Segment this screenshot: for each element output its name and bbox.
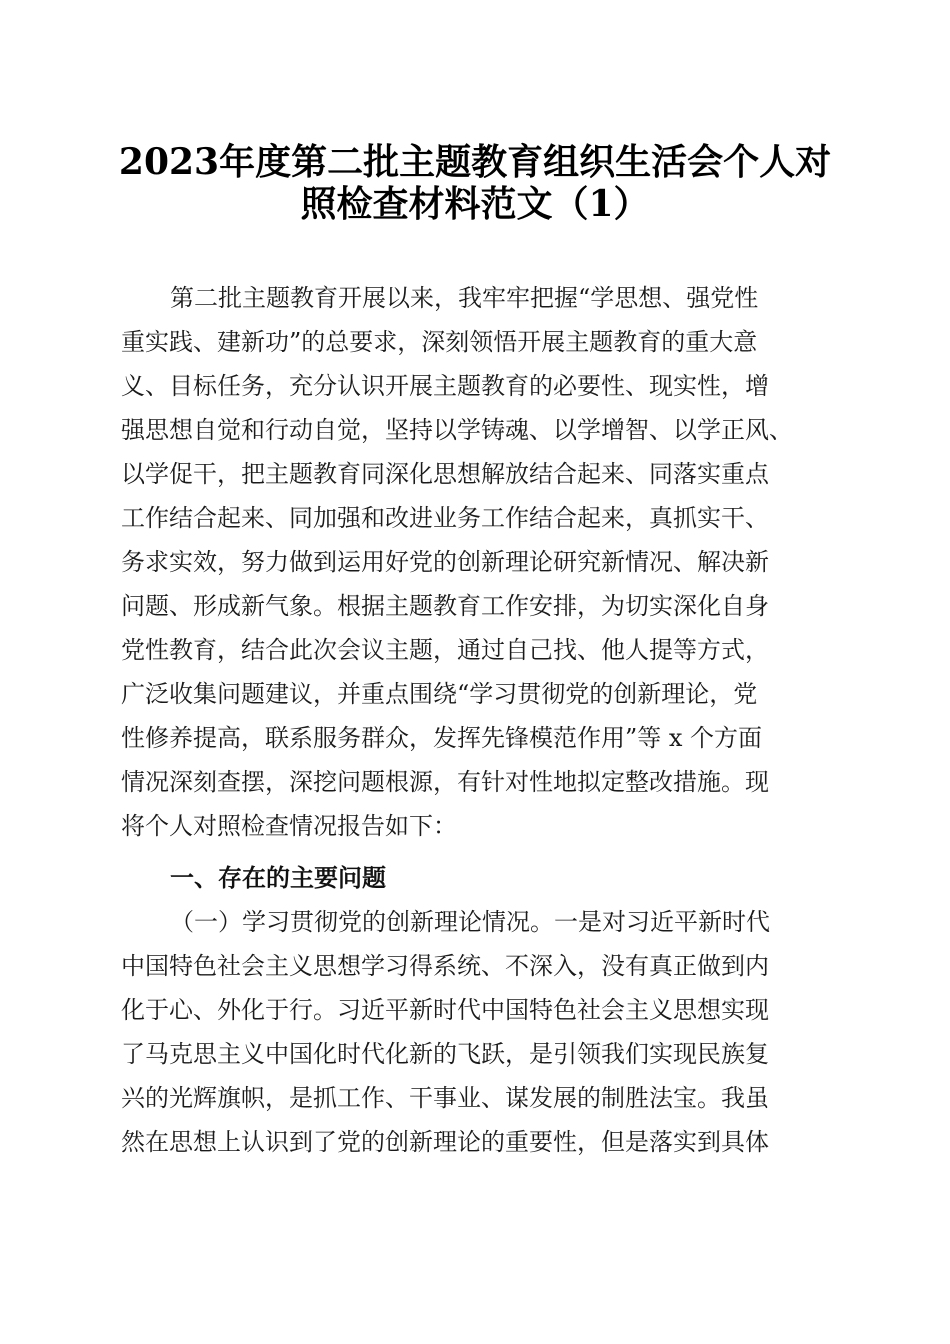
paragraph-line: [0, 278, 950, 318]
line-text: 性修养提高，联系服务群众，发挥先锋模范作用”等 x 个方面: [121, 724, 763, 752]
line-text: 然在思想上认识到了党的创新理论的重要性，但是落实到具体: [121, 1128, 769, 1156]
paragraph-line: [0, 586, 950, 626]
paragraph-line: [0, 902, 950, 942]
paragraph-line: [0, 718, 950, 758]
paragraph-line: [0, 674, 950, 714]
line-text: 将个人对照检查情况报告如下：: [121, 812, 457, 840]
line-text: 化于心、外化于行。习近平新时代中国特色社会主义思想实现: [121, 996, 769, 1024]
line-text: 重实践、建新功”的总要求，深刻领悟开展主题教育的重大意: [121, 328, 758, 356]
paragraph-line: [0, 410, 950, 450]
line-text: 务求实效，努力做到运用好党的创新理论研究新情况、解决新: [121, 548, 769, 576]
line-text: 义、目标任务，充分认识开展主题教育的必要性、现实性，增: [121, 372, 769, 400]
line-text: 工作结合起来、同加强和改进业务工作结合起来，真抓实干、: [121, 504, 769, 532]
paragraph-line: [0, 946, 950, 986]
line-text: 以学促干，把主题教育同深化思想解放结合起来、同落实重点: [121, 460, 769, 488]
paragraph-line: [0, 366, 950, 406]
line-text: 广泛收集问题建议，并重点围绕“学习贯彻党的创新理论，党: [121, 680, 758, 708]
document-title-line-1: 2023年度第二批主题教育组织生活会个人对: [118, 141, 832, 183]
paragraph-line: [0, 1078, 950, 1118]
paragraph-line: [0, 806, 950, 846]
paragraph-line: [0, 498, 950, 538]
paragraph-line: [0, 1034, 950, 1074]
section-heading: [0, 858, 950, 898]
line-text: 强思想自觉和行动自觉，坚持以学铸魂、以学增智、以学正风、: [121, 416, 793, 444]
line-text: 情况深刻查摆，深挖问题根源，有针对性地拟定整改措施。现: [121, 768, 769, 796]
line-text: 第二批主题教育开展以来，我牢牢把握“学思想、强党性: [170, 284, 759, 312]
paragraph-line: [0, 990, 950, 1030]
line-text: （一）学习贯彻党的创新理论情况。一是对习近平新时代: [170, 908, 770, 936]
paragraph-line: [0, 322, 950, 362]
line-text: 党性教育，结合此次会议主题，通过自己找、他人提等方式，: [121, 636, 769, 664]
line-text: 了马克思主义中国化时代化新的飞跃，是引领我们实现民族复: [121, 1040, 769, 1068]
line-text: 问题、形成新气象。根据主题教育工作安排，为切实深化自身: [121, 592, 769, 620]
paragraph-line: [0, 630, 950, 670]
paragraph-line: [0, 1122, 950, 1162]
paragraph-line: [0, 762, 950, 802]
paragraph-line: [0, 542, 950, 582]
section-heading-text: 一、存在的主要问题: [170, 864, 386, 892]
line-text: 中国特色社会主义思想学习得系统、不深入，没有真正做到内: [121, 952, 769, 980]
document-title-line-2: 照检查材料范文（1）: [300, 183, 650, 225]
line-text: 兴的光辉旗帜，是抓工作、干事业、谋发展的制胜法宝。我虽: [121, 1084, 769, 1112]
paragraph-line: [0, 454, 950, 494]
